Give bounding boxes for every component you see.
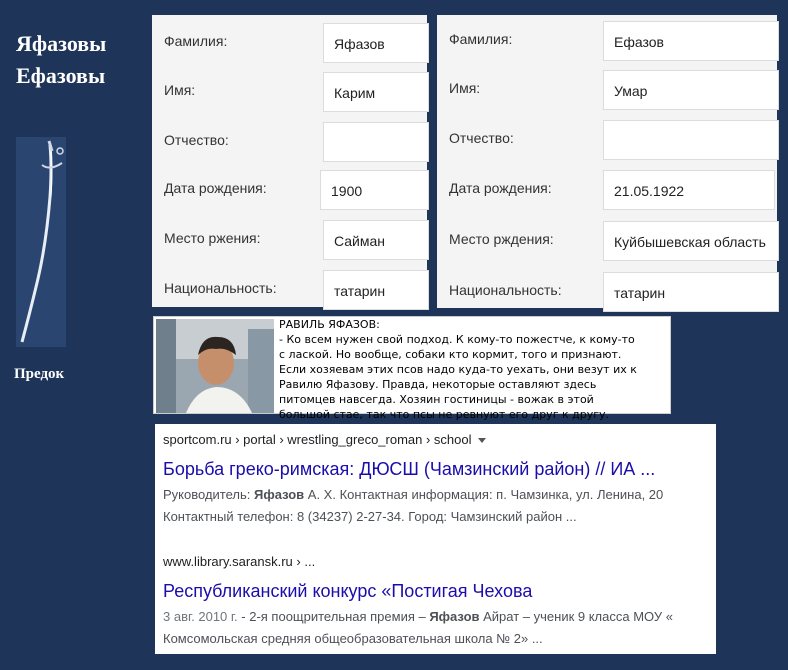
title-line-2: Ефазовы (16, 63, 106, 88)
result-breadcrumb[interactable]: sportcom.ru › portal › wrestling_greco_roman › school (163, 432, 712, 448)
name-field[interactable]: Умар (603, 70, 779, 110)
field-row-nationality (437, 268, 777, 318)
title-line-1: Яфазовы (16, 31, 107, 56)
result-snippet: 3 авг. 2010 г. - 2-я поощрительная премия – Яфазов Айрат – ученик 9 класса МОУ « Комсомольская средняя общеобразовательная школа № 2» ... (163, 609, 673, 646)
patronymic-field[interactable] (323, 122, 429, 162)
field-row-nationality (152, 266, 427, 316)
field-row-name (152, 68, 427, 118)
field-label: Имя: (164, 82, 196, 98)
field-label: Фамилия: (164, 33, 228, 49)
field-label: Имя: (449, 80, 481, 96)
patronymic-field[interactable] (603, 120, 779, 160)
field-label: Место ржения: (164, 230, 261, 246)
result-date: 3 авг. 2010 г. (163, 609, 238, 624)
result-title-link[interactable]: Борьба греко-римская: ДЮСШ (Чамзинский район) // ИА ... (163, 459, 656, 479)
ancestor-label: Предок (14, 366, 65, 382)
quote-author: РАВИЛЬ ЯФАЗОВ: (279, 318, 380, 331)
news-quote (153, 316, 671, 421)
field-label: Национальность: (164, 280, 277, 296)
search-result (163, 432, 712, 528)
quote-text (279, 317, 667, 422)
field-label: Дата рождения: (164, 180, 267, 196)
result-breadcrumb[interactable]: www.library.saransk.ru › ... (163, 554, 316, 569)
quote-line: - Ко всем нужен свой подход. К кому-то пожестче, к кому-то (279, 333, 635, 346)
quote-line: Равилю Яфазову. Правда, некоторые оставляют здесь (279, 378, 597, 391)
result-title-link[interactable]: Республиканский конкурс «Постигая Чехова (163, 581, 533, 601)
person-card-right (437, 15, 777, 308)
field-row-birthdate (437, 166, 777, 216)
nationality-field[interactable]: татарин (323, 270, 429, 310)
birthdate-field[interactable]: 21.05.1922 (603, 170, 775, 210)
chevron-down-icon[interactable] (478, 438, 486, 443)
quote-line: Если хозяевам этих псов надо куда-то уехать, они везут их к (279, 363, 637, 376)
field-row-patronymic (152, 118, 427, 168)
field-row-birthdate (152, 166, 427, 216)
field-label: Фамилия: (449, 31, 513, 47)
field-label: Дата рождения: (449, 180, 552, 196)
person-card-left (152, 15, 427, 307)
search-result (163, 554, 712, 650)
quote-line: питомцев навсегда. Хозяин гостиницы - вожак в этой (279, 393, 594, 406)
field-row-name (437, 66, 777, 116)
birthplace-field[interactable]: Куйбышевская область (603, 221, 779, 261)
field-row-patronymic (437, 116, 777, 166)
field-label: Отчество: (164, 132, 229, 148)
field-row-surname (437, 17, 777, 67)
nationality-field[interactable]: татарин (603, 272, 779, 312)
search-results (155, 424, 716, 654)
field-row-birthplace (152, 216, 427, 266)
name-field[interactable]: Карим (323, 72, 429, 112)
surname-field[interactable]: Яфазов (323, 23, 429, 63)
field-row-birthplace (437, 217, 777, 267)
field-row-surname (152, 19, 427, 69)
field-label: Отчество: (449, 130, 514, 146)
page-title (16, 28, 146, 92)
quote-line: большой стае, так что псы не ревнуют его друг к другу. (279, 408, 609, 421)
field-label: Место рждения: (449, 231, 554, 247)
quote-line: с лаской. Но вообще, собаки кто кормит, того и признают. (279, 348, 622, 361)
birthplace-field[interactable]: Сайман (323, 220, 429, 260)
person-photo (156, 319, 274, 413)
saber-icon (16, 137, 66, 347)
field-label: Национальность: (449, 282, 562, 298)
result-snippet: Руководитель: Яфазов А. Х. Контактная информация: п. Чамзинка, ул. Ленина, 20 Контактный телефон: 8 (34237) 2-27-34. Город: Чамзинский район ... (163, 487, 664, 524)
birthdate-field[interactable]: 1900 (320, 170, 429, 210)
surname-field[interactable]: Ефазов (603, 21, 779, 61)
